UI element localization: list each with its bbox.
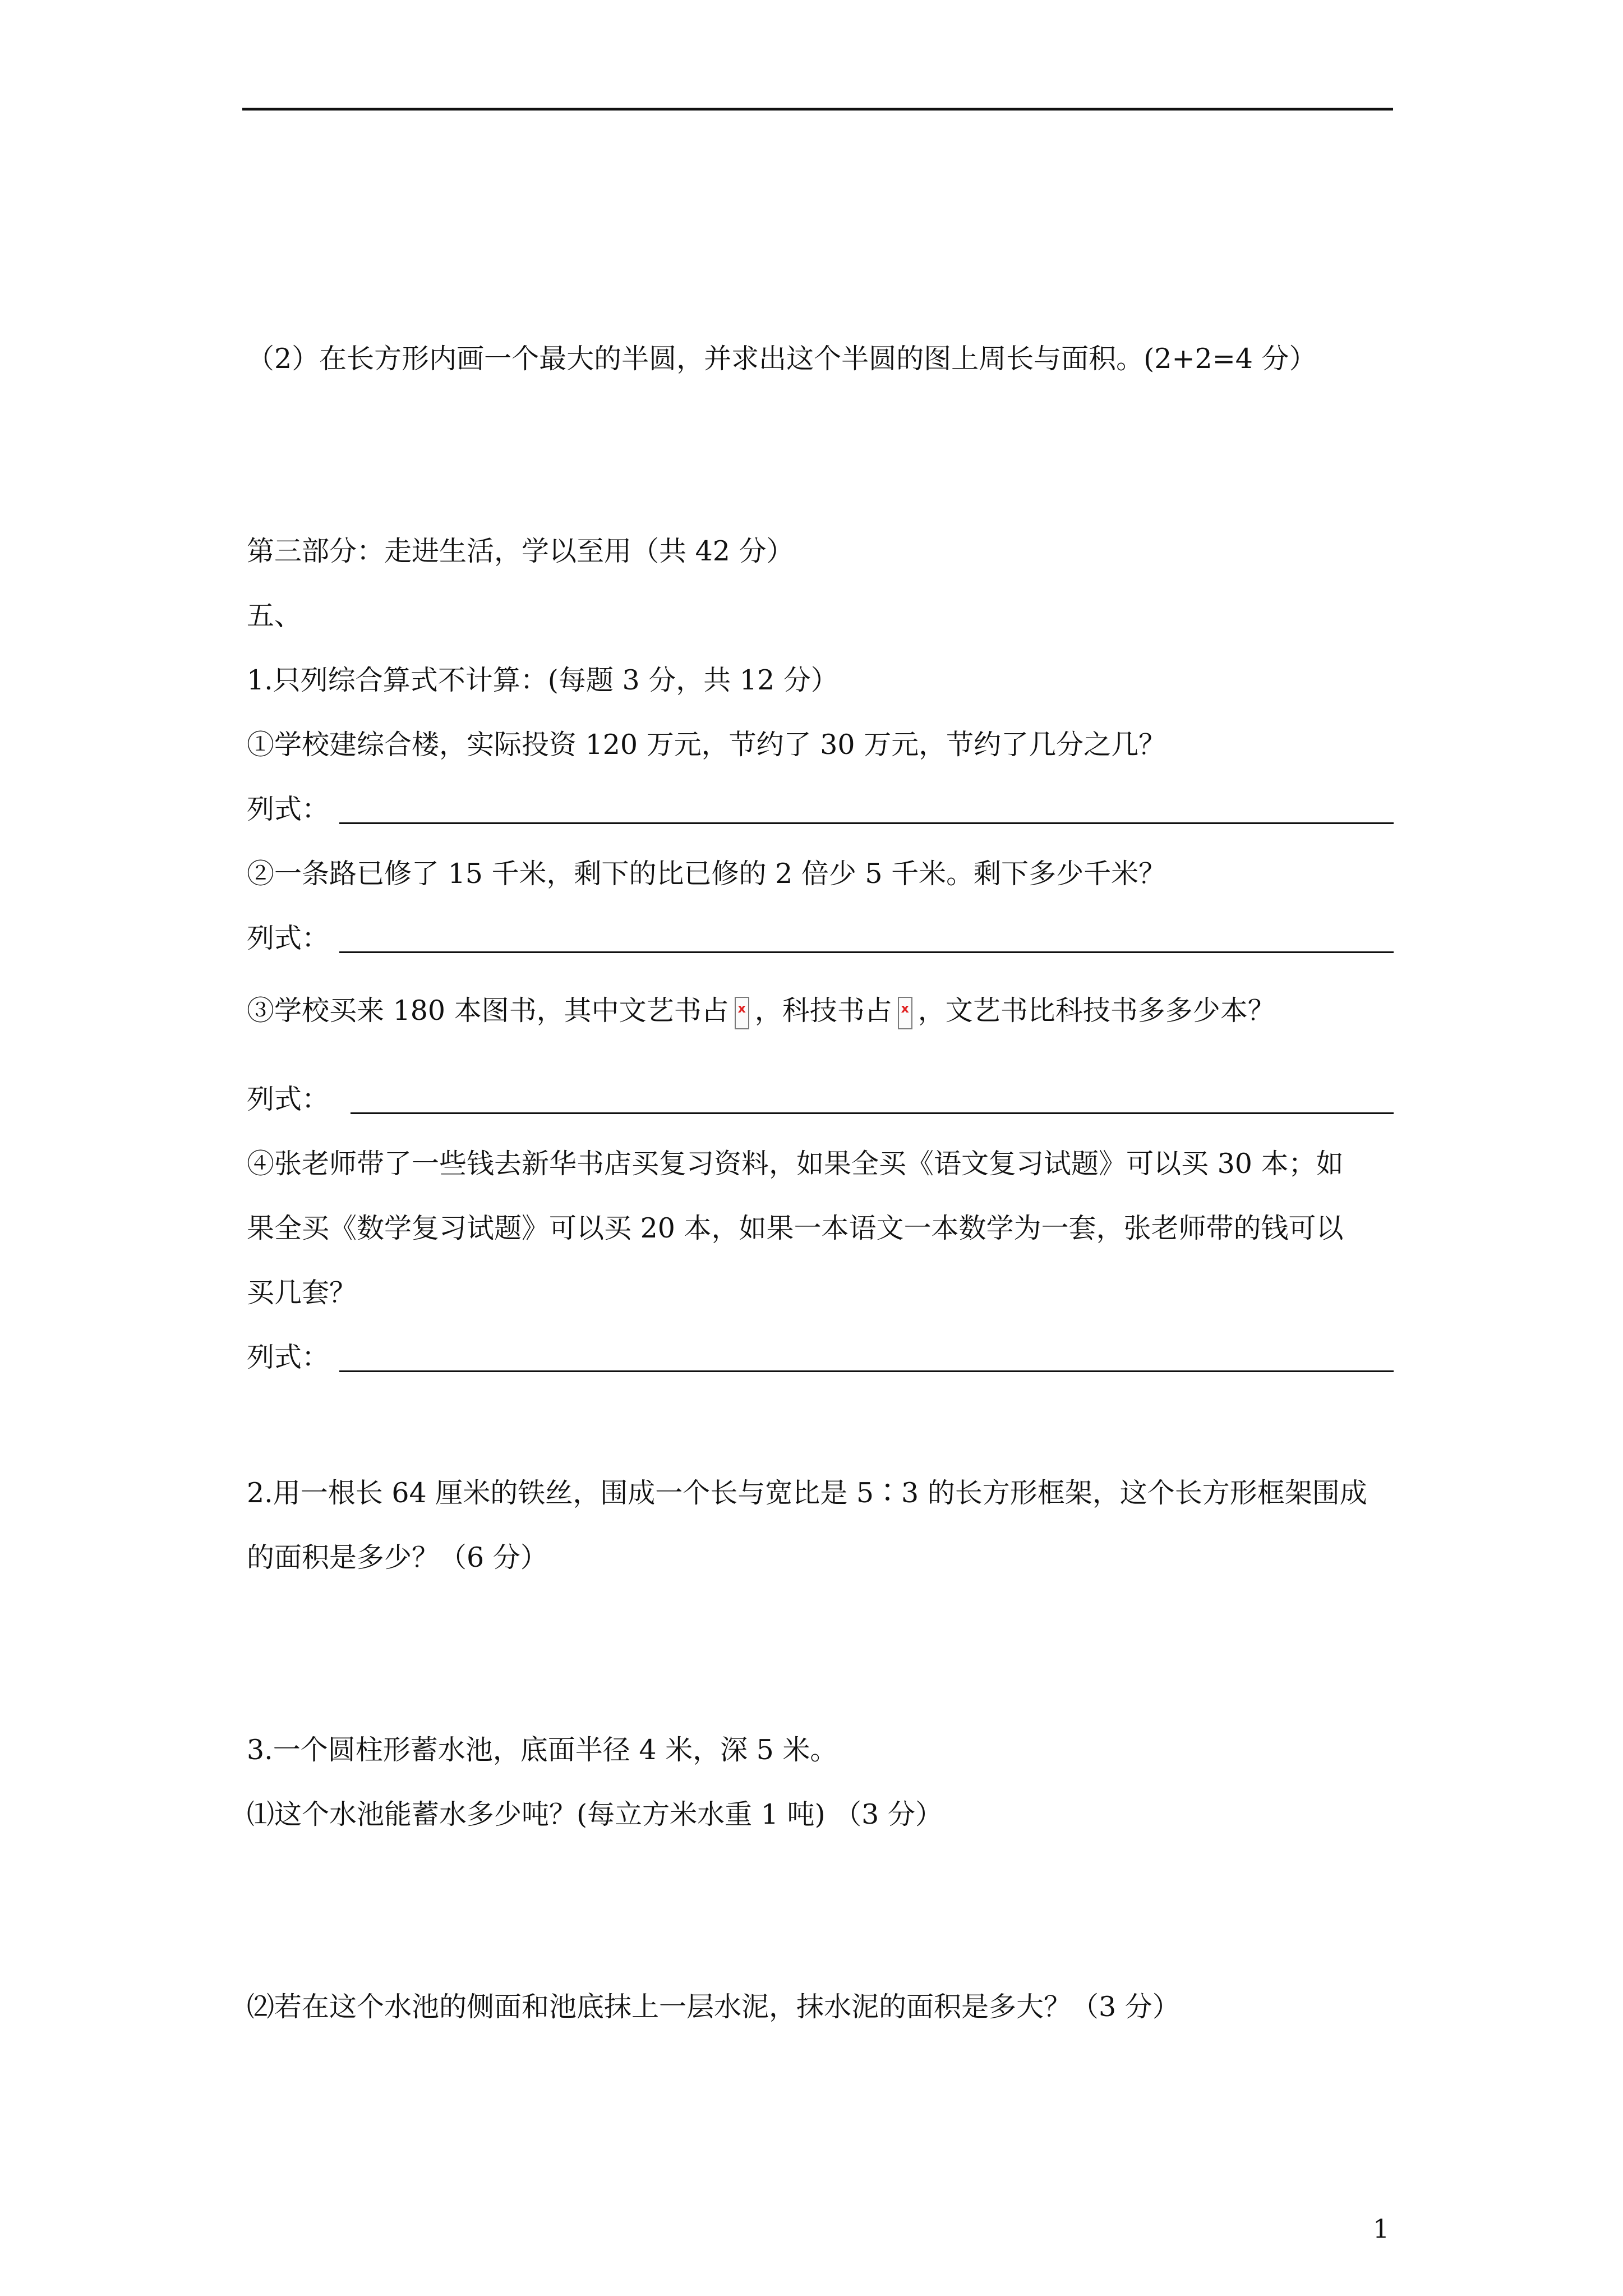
part4-question-2: （2）在长方形内画一个最大的半圆，并求出这个半圆的图上周长与面积。(2+2=4 分） [247, 343, 1317, 375]
q1-item-4-line-1: ④张老师带了一些钱去新华书店买复习资料，如果全买《语文复习试题》可以买 30 本；如 [247, 1148, 1344, 1180]
q1-item-3-answer [247, 1083, 1394, 1116]
q1-item-3-text-part3: ，文艺书比科技书多多少本？ [917, 995, 1275, 1027]
section-five-heading: 五、 [247, 600, 302, 632]
q1-title: 1.只列综合算式不计算：(每题 3 分，共 12 分） [247, 664, 838, 696]
formula-label: 列式： [247, 1341, 330, 1373]
part3-title: 第三部分：走进生活，学以至用（共 42 分） [247, 535, 794, 567]
formula-label: 列式： [247, 793, 330, 825]
broken-image-icon: x [898, 997, 912, 1029]
q1-item-3-text-part1: ③学校买来 180 本图书，其中文艺书占 [247, 995, 729, 1027]
broken-image-icon: x [735, 997, 749, 1029]
q1-item-3 [247, 994, 1275, 1029]
q1-item-3-text-part2: ，科技书占 [754, 995, 892, 1027]
formula-label: 列式： [247, 1083, 330, 1115]
q3-subquestion-2: ⑵若在这个水池的侧面和池底抹上一层水泥，抹水泥的面积是多大？（3 分） [247, 1991, 1180, 2023]
answer-blank-line[interactable] [339, 822, 1394, 824]
q1-item-4-line-2: 果全买《数学复习试题》可以买 20 本，如果一本语文一本数学为一套，张老师带的钱可以 [247, 1212, 1344, 1244]
answer-blank-line[interactable] [339, 951, 1394, 953]
q1-item-1-answer [247, 793, 1394, 826]
q2-line-2: 的面积是多少？（6 分） [247, 1542, 548, 1573]
header-rule [242, 108, 1393, 111]
q1-item-4-line-3: 买几套？ [247, 1277, 357, 1309]
answer-blank-line[interactable] [351, 1112, 1394, 1114]
q1-item-2-answer [247, 922, 1394, 955]
q1-item-4-answer [247, 1341, 1394, 1374]
page-number: 1 [1373, 2214, 1390, 2244]
formula-label: 列式： [247, 922, 330, 954]
answer-blank-line[interactable] [339, 1370, 1394, 1372]
q1-item-1: ①学校建综合楼，实际投资 120 万元，节约了 30 万元，节约了几分之几？ [247, 729, 1166, 761]
q2-line-1: 2.用一根长 64 厘米的铁丝，围成一个长与宽比是 5∶3 的长方形框架，这个长方形框架围成 [247, 1477, 1367, 1509]
q3-subquestion-1: ⑴这个水池能蓄水多少吨？(每立方米水重 1 吨) （3 分） [247, 1798, 943, 1830]
q3-title: 3.一个圆柱形蓄水池，底面半径 4 米，深 5 米。 [247, 1734, 838, 1766]
q1-item-2: ②一条路已修了 15 千米，剩下的比已修的 2 倍少 5 千米。剩下多少千米？ [247, 858, 1166, 890]
